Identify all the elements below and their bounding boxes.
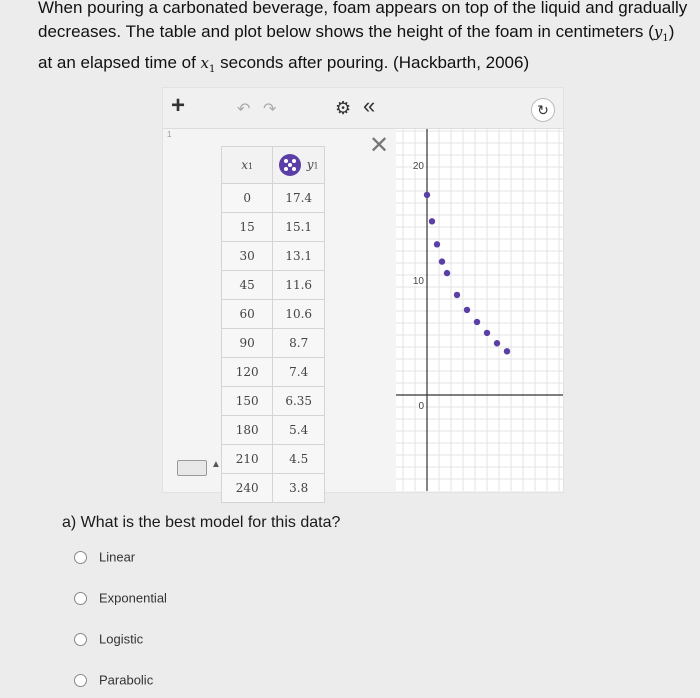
table-cell-y[interactable]: 3.8 (273, 474, 325, 503)
dots-icon[interactable] (279, 154, 301, 176)
data-point (424, 192, 430, 198)
table-header-y: y1 (273, 147, 325, 184)
close-icon[interactable]: ✕ (369, 132, 390, 159)
redo-icon[interactable]: ↷ (263, 101, 277, 118)
table-cell-x[interactable]: 45 (222, 271, 273, 300)
table-row (222, 474, 325, 503)
table-cell-y[interactable]: 13.1 (273, 242, 325, 271)
table-row (222, 445, 325, 474)
table-cell-x[interactable]: 210 (222, 445, 273, 474)
table-cell-y[interactable]: 6.35 (273, 387, 325, 416)
data-point (504, 348, 510, 354)
table-cell-y[interactable]: 5.4 (273, 416, 325, 445)
table-cell-y[interactable]: 11.6 (273, 271, 325, 300)
table-cell-y[interactable]: 17.4 (273, 184, 325, 213)
prompt-text-1: When pouring a carbonated beverage, foam appears on top of the liquid and gradually decreases. The table and plot below shows the height of the foam in centimeters ( (38, 0, 688, 41)
reset-icon[interactable]: ↻ (531, 98, 555, 122)
table-header-x: x1 (222, 147, 273, 184)
data-point (454, 292, 460, 298)
option-label: Logistic (99, 631, 144, 647)
y-tick-label: 20 (412, 161, 424, 172)
answer-option-parabolic[interactable] (66, 663, 666, 697)
table-row (222, 242, 325, 271)
table-cell-y[interactable]: 7.4 (273, 358, 325, 387)
graphing-calculator (162, 87, 564, 493)
calculator-toolbar (163, 88, 563, 129)
table-row (222, 387, 325, 416)
table-cell-x[interactable]: 0 (222, 184, 273, 213)
question-text: a) What is the best model for this data? (62, 514, 341, 531)
radio-button[interactable] (74, 674, 87, 687)
data-point (464, 307, 470, 313)
table-cell-y[interactable]: 10.6 (273, 300, 325, 329)
table-row (222, 184, 325, 213)
data-point (474, 319, 480, 325)
table-row (222, 358, 325, 387)
table-cell-y[interactable]: 15.1 (273, 213, 325, 242)
table-cell-x[interactable]: 150 (222, 387, 273, 416)
data-point (494, 340, 500, 346)
table-cell-x[interactable]: 15 (222, 213, 273, 242)
undo-icon[interactable]: ↶ (237, 101, 251, 118)
table-cell-x[interactable]: 30 (222, 242, 273, 271)
y-variable: $y_1$ (653, 23, 669, 44)
table-cell-y[interactable]: 8.7 (273, 329, 325, 358)
table-row (222, 329, 325, 358)
table-cell-x[interactable]: 180 (222, 416, 273, 445)
table-cell-x[interactable]: 240 (222, 474, 273, 503)
answer-option-exponential[interactable] (66, 581, 666, 615)
scatter-plot[interactable] (396, 129, 563, 491)
option-label: Parabolic (99, 672, 154, 688)
expression-row-number: 1 (167, 130, 172, 139)
radio-button[interactable] (74, 633, 87, 646)
prompt-text-3: seconds after pouring. (Hackbarth, 2006) (215, 53, 530, 72)
table-cell-y[interactable]: 4.5 (273, 445, 325, 474)
problem-statement (38, 0, 693, 82)
radio-button[interactable] (74, 551, 87, 564)
data-point (434, 241, 440, 247)
option-label: Linear (99, 549, 136, 565)
answer-option-logistic[interactable] (66, 622, 666, 656)
data-point (429, 218, 435, 224)
table-row (222, 416, 325, 445)
table-row (222, 271, 325, 300)
table-cell-x[interactable]: 60 (222, 300, 273, 329)
y-tick-label: 0 (418, 401, 424, 412)
data-point (439, 258, 445, 264)
table-row (222, 213, 325, 242)
prompt-text-2: ) at an elapsed time of (38, 22, 675, 72)
answer-option-linear[interactable] (66, 540, 666, 574)
data-table (221, 146, 325, 503)
radio-button[interactable] (74, 592, 87, 605)
gear-icon[interactable]: ⚙ (335, 98, 352, 118)
x-variable: $x_1$ (200, 54, 216, 75)
y-tick-label: 10 (412, 276, 424, 287)
keyboard-icon[interactable] (177, 460, 207, 476)
option-label: Exponential (99, 590, 167, 606)
data-point (484, 330, 490, 336)
table-cell-x[interactable]: 90 (222, 329, 273, 358)
plus-icon[interactable]: + (171, 92, 186, 119)
plot-background (396, 129, 563, 491)
caret-up-icon[interactable]: ▲ (211, 459, 221, 470)
data-point (444, 270, 450, 276)
table-cell-x[interactable]: 120 (222, 358, 273, 387)
table-row (222, 300, 325, 329)
double-chevron-left-icon[interactable]: « (363, 93, 376, 118)
